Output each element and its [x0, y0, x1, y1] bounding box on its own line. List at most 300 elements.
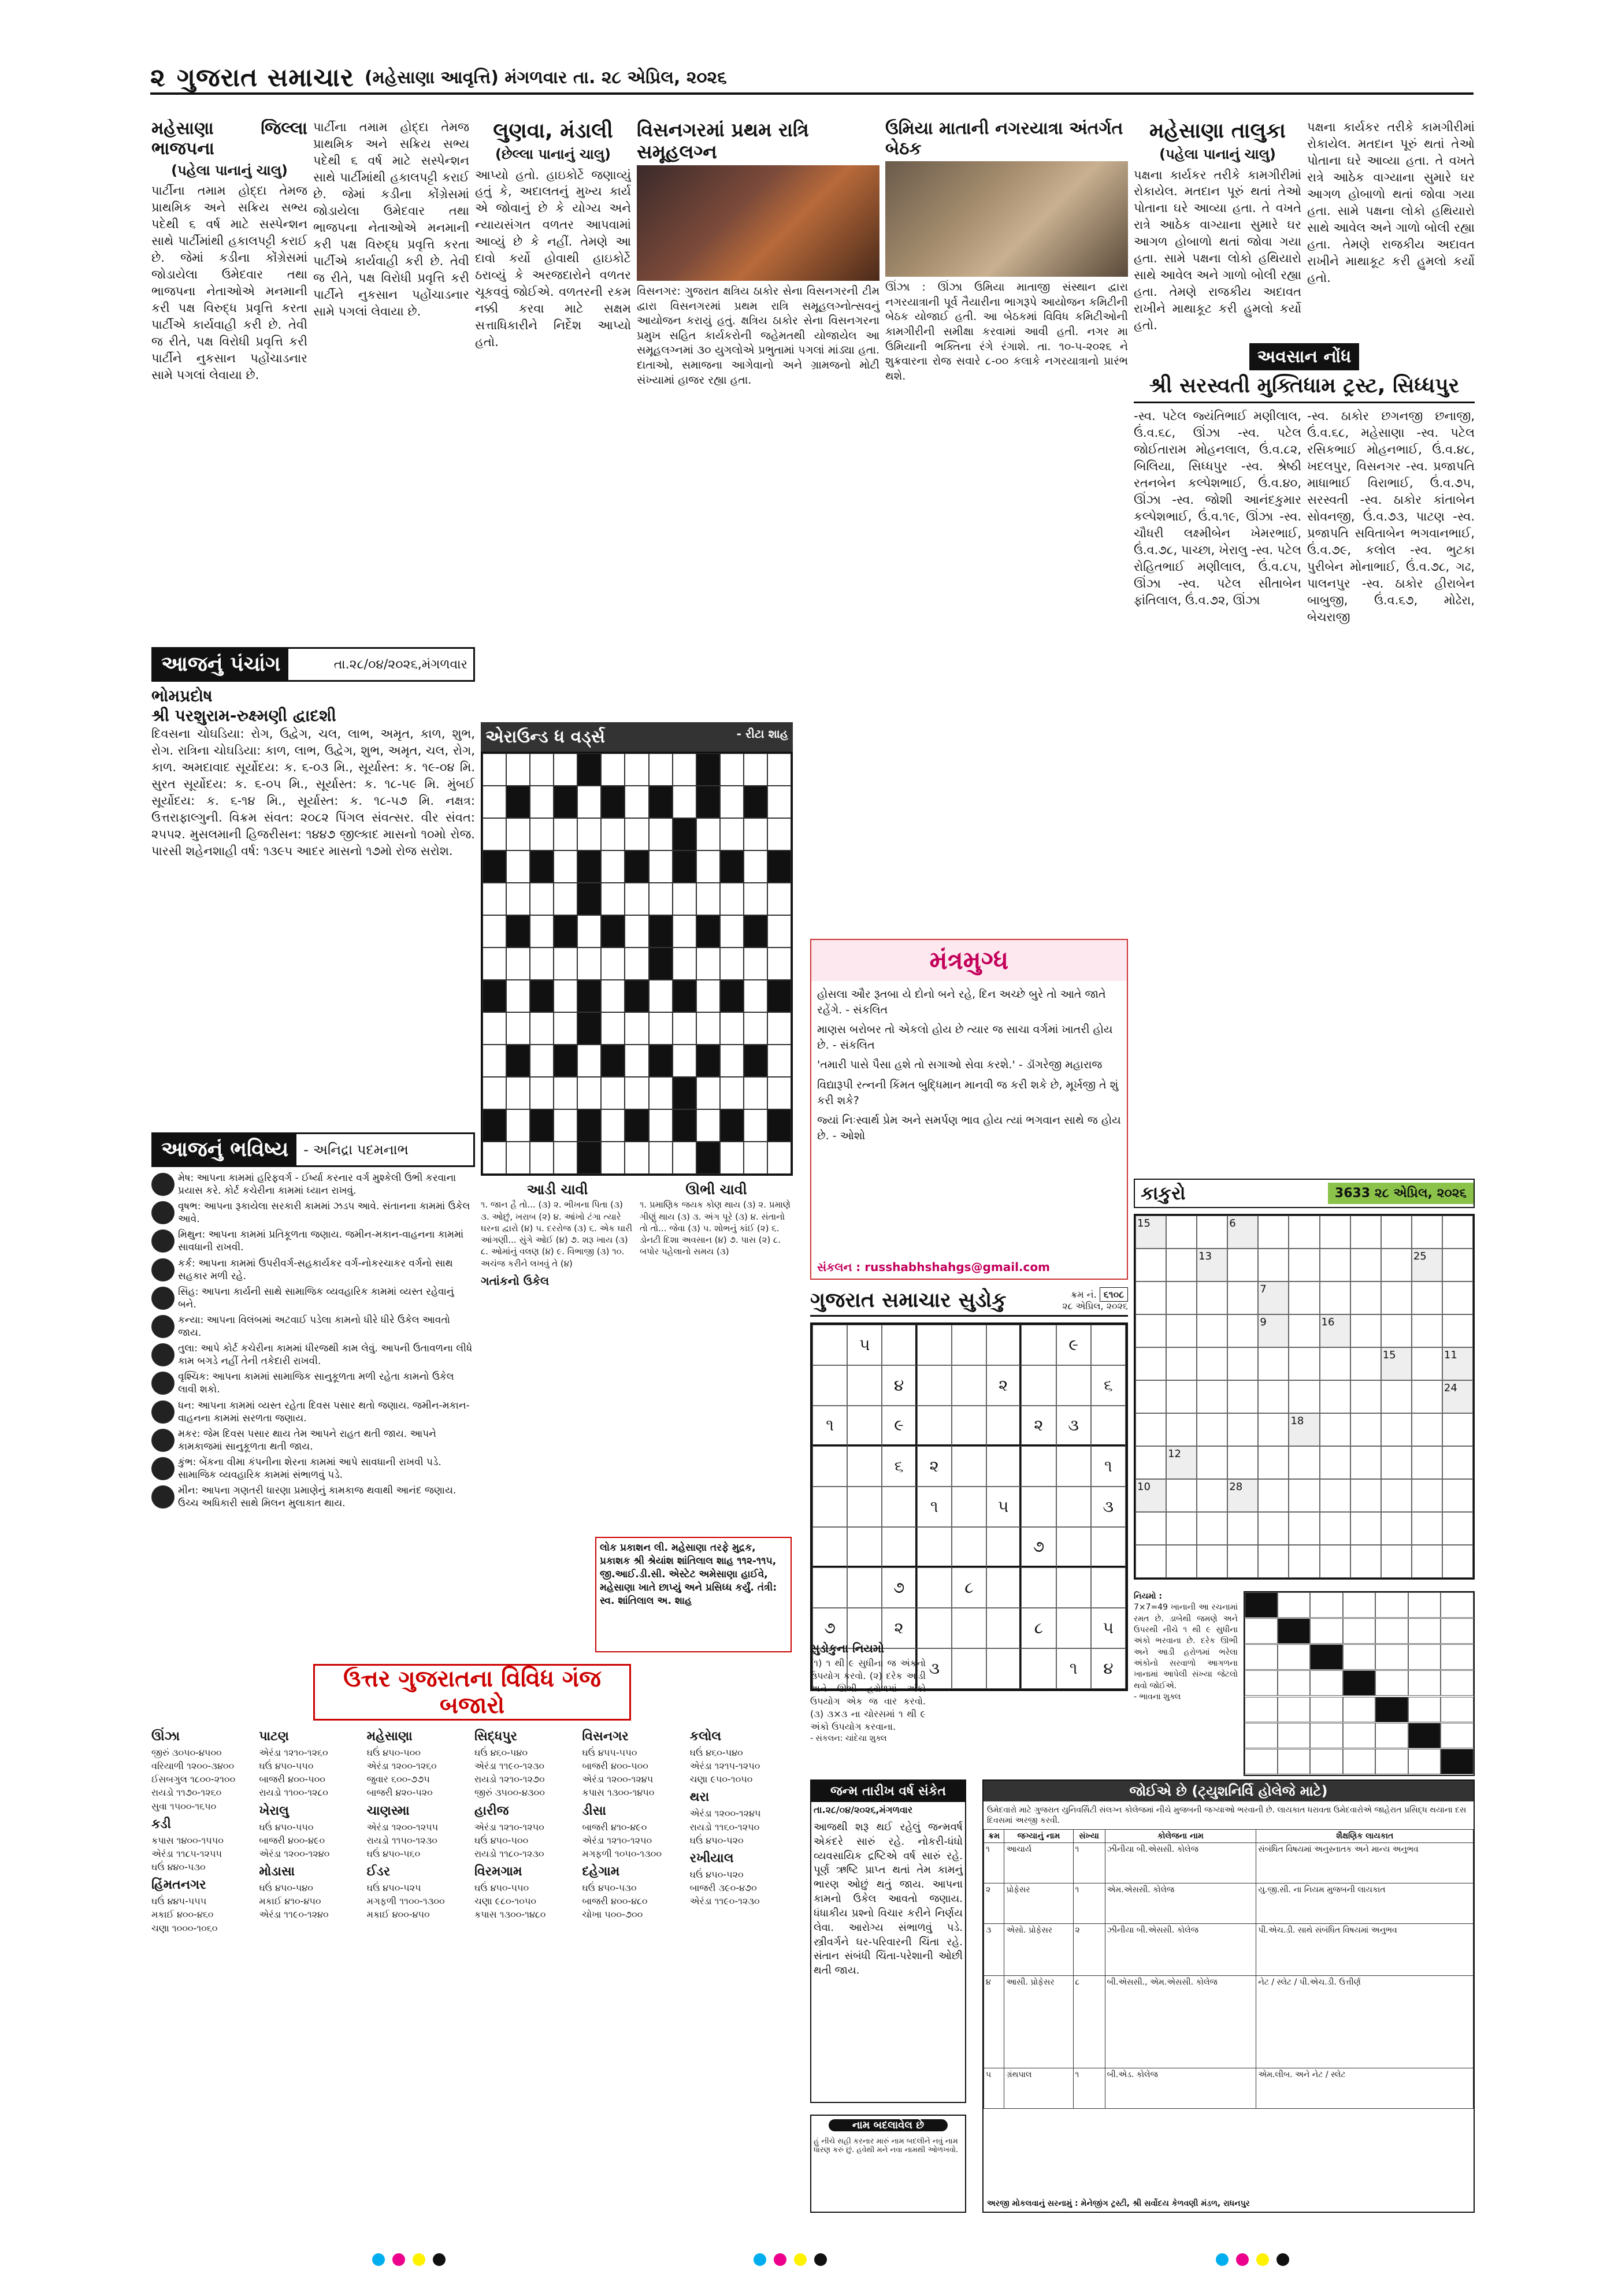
kakuro-cell[interactable] — [1350, 1512, 1381, 1545]
kakuro-cell[interactable] — [1166, 1380, 1197, 1413]
crossword-title: એરાઉન્ડ ધ વર્ડ્સ — [485, 727, 606, 747]
kakuro-cell[interactable] — [1320, 1281, 1350, 1314]
crossword-cell[interactable] — [673, 915, 696, 948]
sudoku-cell[interactable] — [1091, 1325, 1126, 1365]
crossword-cell[interactable] — [554, 948, 577, 980]
crossword-cell[interactable] — [767, 1142, 791, 1174]
crossword-cell[interactable] — [767, 1045, 791, 1077]
crossword-cell[interactable] — [744, 1142, 767, 1174]
crossword-cell[interactable] — [554, 883, 577, 915]
kakuro-cell[interactable] — [1166, 1545, 1197, 1578]
kakuro-cell[interactable] — [1197, 1413, 1227, 1446]
crossword-cell[interactable] — [601, 818, 625, 850]
crossword-cell[interactable] — [767, 818, 791, 850]
kakuro-cell[interactable] — [1381, 1249, 1412, 1281]
kakuro-cell[interactable] — [1442, 1512, 1473, 1545]
crossword-cell[interactable] — [720, 1012, 744, 1045]
crossword-cell[interactable] — [720, 948, 744, 980]
kakuro-cell[interactable] — [1258, 1479, 1289, 1512]
kakuro-cell[interactable] — [1289, 1314, 1319, 1347]
sudoku-cell[interactable] — [952, 1527, 986, 1567]
kakuro-cell[interactable] — [1412, 1512, 1442, 1545]
kakuro-cell[interactable] — [1258, 1512, 1289, 1545]
panchang-title: આજનું પંચાંગ — [153, 649, 288, 680]
kakuro-cell[interactable] — [1166, 1281, 1197, 1314]
sudoku-cell[interactable] — [1091, 1406, 1126, 1446]
crossword-cell[interactable] — [530, 1142, 554, 1174]
crossword-cell[interactable] — [601, 948, 625, 980]
kakuro-cell[interactable] — [1381, 1281, 1412, 1314]
crossword-cell[interactable] — [577, 1045, 601, 1077]
kakuro-cell[interactable] — [1381, 1545, 1412, 1578]
crossword-cell[interactable] — [696, 1077, 720, 1109]
sudoku-cell[interactable] — [847, 1406, 882, 1446]
kakuro-cell[interactable] — [1289, 1249, 1319, 1281]
sudoku-cell: ૨ — [986, 1365, 1021, 1406]
kakuro-cell[interactable] — [1258, 1249, 1289, 1281]
crossword-cell[interactable] — [625, 1045, 648, 1077]
kakuro-cell[interactable] — [1227, 1249, 1258, 1281]
crossword-cell[interactable] — [530, 753, 554, 786]
crossword-cell[interactable] — [720, 818, 744, 850]
crossword-cell[interactable] — [601, 1012, 625, 1045]
crossword-cell[interactable] — [649, 850, 673, 883]
sudoku-cell[interactable] — [952, 1365, 986, 1406]
sudoku-cell[interactable] — [986, 1648, 1021, 1689]
kakuro-cell[interactable] — [1289, 1545, 1319, 1578]
crossword-cell[interactable] — [577, 948, 601, 980]
crossword-cell[interactable] — [744, 883, 767, 915]
crossword-cell[interactable] — [673, 883, 696, 915]
sudoku-cell[interactable] — [812, 1325, 847, 1365]
sudoku-cell[interactable] — [952, 1608, 986, 1648]
kakuro-cell[interactable] — [1166, 1347, 1197, 1380]
kakuro-cell[interactable] — [1442, 1413, 1473, 1446]
sudoku-cell[interactable] — [917, 1406, 952, 1446]
crossword-cell[interactable] — [506, 1012, 530, 1045]
kakuro-cell[interactable] — [1135, 1380, 1166, 1413]
crossword-cell[interactable] — [744, 1109, 767, 1142]
crossword-cell[interactable] — [530, 1012, 554, 1045]
kakuro-cell[interactable] — [1381, 1512, 1412, 1545]
crossword-cell[interactable] — [625, 1077, 648, 1109]
kakuro-cell[interactable] — [1350, 1216, 1381, 1249]
crossword-cell[interactable] — [720, 915, 744, 948]
kakuro-cell[interactable] — [1381, 1216, 1412, 1249]
kakuro-cell: 11 — [1442, 1347, 1473, 1380]
crossword-cell[interactable] — [506, 1109, 530, 1142]
crossword-cell[interactable] — [601, 980, 625, 1012]
crossword-cell[interactable] — [649, 980, 673, 1012]
crossword-cell[interactable] — [696, 850, 720, 883]
sudoku-cell[interactable] — [812, 1365, 847, 1406]
sudoku-cell[interactable] — [1021, 1365, 1056, 1406]
kakuro-cell[interactable] — [1442, 1281, 1473, 1314]
kakuro-cell[interactable] — [1412, 1413, 1442, 1446]
kakuro-cell[interactable] — [1320, 1380, 1350, 1413]
market-price: ચણા ૧૦૦૦-૧૦૬૦ — [151, 1922, 218, 1934]
kakuro-cell[interactable] — [1350, 1413, 1381, 1446]
kakuro-cell[interactable] — [1135, 1249, 1166, 1281]
kakuro-cell[interactable] — [1350, 1347, 1381, 1380]
kakuro-cell[interactable] — [1135, 1512, 1166, 1545]
kakuro-cell[interactable] — [1227, 1545, 1258, 1578]
kakuro-cell[interactable] — [1197, 1347, 1227, 1380]
name-change-title: નામ બદલાવેલ છે — [829, 2119, 948, 2131]
sudoku-cell[interactable] — [812, 1527, 847, 1567]
sudoku-cell[interactable] — [1021, 1325, 1056, 1365]
kakuro-grid[interactable] — [1134, 1214, 1475, 1580]
sudoku-cell[interactable] — [986, 1446, 1021, 1487]
crossword-cell[interactable] — [649, 1012, 673, 1045]
crossword-cell[interactable] — [625, 915, 648, 948]
crossword-cell[interactable] — [696, 1012, 720, 1045]
crossword-cell[interactable] — [625, 786, 648, 818]
kakuro-cell[interactable] — [1227, 1347, 1258, 1380]
crossword-cell[interactable] — [720, 1142, 744, 1174]
kakuro-cell[interactable] — [1289, 1281, 1319, 1314]
cyan-dot — [372, 2253, 385, 2266]
crossword-cell[interactable] — [483, 948, 506, 980]
crossword-cell[interactable] — [506, 883, 530, 915]
sudoku-cell[interactable] — [847, 1365, 882, 1406]
crossword-cell[interactable] — [530, 948, 554, 980]
kakuro-solution-cell — [1408, 1644, 1441, 1670]
kakuro-cell[interactable] — [1381, 1479, 1412, 1512]
crossword-cell[interactable] — [506, 850, 530, 883]
kakuro-cell[interactable] — [1320, 1446, 1350, 1479]
sudoku-cell[interactable] — [1021, 1648, 1056, 1689]
cell: ૧ — [1073, 1883, 1105, 1924]
crossword-cell[interactable] — [767, 883, 791, 915]
sudoku-cell[interactable] — [882, 1527, 916, 1567]
crossword-cell — [767, 1109, 791, 1142]
crossword-cell[interactable] — [577, 786, 601, 818]
kakuro-cell[interactable] — [1350, 1249, 1381, 1281]
crossword-cell[interactable] — [767, 1012, 791, 1045]
sudoku-cell[interactable] — [1091, 1527, 1126, 1567]
crossword-cell[interactable] — [601, 1142, 625, 1174]
crossword-cell[interactable] — [601, 753, 625, 786]
sudoku-cell[interactable] — [986, 1567, 1021, 1608]
kakuro-cell[interactable] — [1227, 1380, 1258, 1413]
sudoku-cell[interactable] — [1056, 1567, 1091, 1608]
crossword-cell[interactable] — [744, 980, 767, 1012]
sudoku-cell[interactable] — [986, 1608, 1021, 1648]
crossword-cell[interactable] — [530, 1077, 554, 1109]
sudoku-cell[interactable] — [1056, 1487, 1091, 1527]
kakuro-cell[interactable] — [1442, 1446, 1473, 1479]
kakuro-cell[interactable] — [1166, 1314, 1197, 1347]
sudoku-cell[interactable] — [1091, 1567, 1126, 1608]
kakuro-cell[interactable] — [1412, 1347, 1442, 1380]
kakuro-cell[interactable] — [1350, 1479, 1381, 1512]
kakuro-cell[interactable] — [1412, 1314, 1442, 1347]
crossword-cell[interactable] — [696, 980, 720, 1012]
kakuro-cell[interactable] — [1197, 1380, 1227, 1413]
crossword-cell[interactable] — [554, 980, 577, 1012]
sudoku-cell[interactable] — [847, 1527, 882, 1567]
kakuro-cell[interactable] — [1381, 1380, 1412, 1413]
crossword-cell[interactable] — [483, 1012, 506, 1045]
kakuro-cell[interactable] — [1350, 1314, 1381, 1347]
kakuro-cell[interactable] — [1381, 1413, 1412, 1446]
crossword-cell[interactable] — [577, 915, 601, 948]
kakuro-cell[interactable] — [1381, 1446, 1412, 1479]
kakuro-cell[interactable] — [1350, 1380, 1381, 1413]
crossword-cell[interactable] — [744, 850, 767, 883]
crossword-cell[interactable] — [554, 753, 577, 786]
sudoku-cell[interactable] — [917, 1365, 952, 1406]
kakuro-cell[interactable] — [1258, 1216, 1289, 1249]
crossword-cell[interactable] — [625, 1012, 648, 1045]
sudoku-cell[interactable] — [1021, 1567, 1056, 1608]
kakuro-cell[interactable] — [1258, 1446, 1289, 1479]
crossword-cell[interactable] — [601, 883, 625, 915]
crossword-cell[interactable] — [767, 948, 791, 980]
crossword-cell[interactable] — [767, 915, 791, 948]
kakuro-cell[interactable] — [1197, 1216, 1227, 1249]
crossword-cell[interactable] — [554, 818, 577, 850]
sudoku-cell[interactable] — [952, 1487, 986, 1527]
crossword-cell[interactable] — [673, 1012, 696, 1045]
kakuro-cell: 16 — [1320, 1314, 1350, 1347]
kakuro-cell[interactable] — [1166, 1249, 1197, 1281]
sudoku-cell[interactable] — [847, 1567, 882, 1608]
crossword-cell[interactable] — [483, 786, 506, 818]
sudoku-cell[interactable] — [1056, 1365, 1091, 1406]
sudoku-cell[interactable] — [986, 1527, 1021, 1567]
crossword-cell[interactable] — [554, 1012, 577, 1045]
kakuro-cell[interactable] — [1166, 1479, 1197, 1512]
crossword-cell[interactable] — [506, 818, 530, 850]
crossword-cell[interactable] — [673, 786, 696, 818]
kakuro-cell[interactable] — [1197, 1446, 1227, 1479]
crossword-cell[interactable] — [720, 883, 744, 915]
kakuro-cell[interactable] — [1289, 1347, 1319, 1380]
crossword-cell[interactable] — [601, 1077, 625, 1109]
crossword-cell[interactable] — [649, 1077, 673, 1109]
sudoku-cell[interactable] — [847, 1487, 882, 1527]
crossword-cell[interactable] — [673, 948, 696, 980]
kakuro-cell[interactable] — [1442, 1249, 1473, 1281]
crossword-cell[interactable] — [744, 818, 767, 850]
sudoku-cell: ૮ — [952, 1567, 986, 1608]
crossword-cell[interactable] — [577, 1077, 601, 1109]
sudoku-cell[interactable] — [986, 1406, 1021, 1446]
sudoku-cell[interactable] — [1056, 1527, 1091, 1567]
kakuro-cell[interactable] — [1227, 1281, 1258, 1314]
kakuro-cell[interactable] — [1258, 1380, 1289, 1413]
crossword-cell[interactable] — [506, 753, 530, 786]
crossword-cell[interactable] — [625, 818, 648, 850]
crossword-cell[interactable] — [649, 818, 673, 850]
crossword-cell[interactable] — [483, 753, 506, 786]
kakuro-cell[interactable] — [1289, 1216, 1319, 1249]
crossword-cell[interactable] — [554, 1077, 577, 1109]
kakuro-cell[interactable] — [1442, 1216, 1473, 1249]
kakuro-cell[interactable] — [1135, 1347, 1166, 1380]
crossword-cell[interactable] — [483, 915, 506, 948]
kakuro-cell[interactable] — [1442, 1479, 1473, 1512]
kakuro-cell[interactable] — [1442, 1314, 1473, 1347]
crossword-cell[interactable] — [744, 1077, 767, 1109]
sudoku-cell[interactable] — [952, 1325, 986, 1365]
sudoku-cell[interactable] — [917, 1567, 952, 1608]
kakuro-cell[interactable] — [1258, 1413, 1289, 1446]
kakuro-cell[interactable] — [1227, 1314, 1258, 1347]
kakuro-solution-cell — [1278, 1618, 1311, 1644]
kakuro-cell[interactable] — [1320, 1216, 1350, 1249]
crossword-cell[interactable] — [744, 753, 767, 786]
kakuro-cell[interactable] — [1412, 1545, 1442, 1578]
kakuro-cell[interactable] — [1197, 1281, 1227, 1314]
kakuro-cell[interactable] — [1227, 1413, 1258, 1446]
crossword-cell[interactable] — [625, 1142, 648, 1174]
kakuro-cell: 15 — [1135, 1216, 1166, 1249]
kakuro-cell[interactable] — [1350, 1545, 1381, 1578]
crossword-cell[interactable] — [696, 818, 720, 850]
kakuro-cell[interactable] — [1135, 1413, 1166, 1446]
crossword-cell[interactable] — [483, 1142, 506, 1174]
crossword-cell[interactable] — [554, 1142, 577, 1174]
crossword-cell[interactable] — [744, 948, 767, 980]
crossword-cell[interactable] — [696, 948, 720, 980]
crossword-cell[interactable] — [530, 786, 554, 818]
crossword-cell[interactable] — [673, 753, 696, 786]
sudoku-cell[interactable] — [952, 1446, 986, 1487]
sudoku-cell[interactable] — [917, 1527, 952, 1567]
sudoku-cell[interactable] — [812, 1487, 847, 1527]
kakuro-cell[interactable] — [1320, 1512, 1350, 1545]
kakuro-cell[interactable] — [1320, 1249, 1350, 1281]
kakuro-cell[interactable] — [1166, 1216, 1197, 1249]
crossword-cell[interactable] — [483, 883, 506, 915]
crossword-cell[interactable] — [601, 850, 625, 883]
sudoku-cell[interactable] — [882, 1325, 916, 1365]
kakuro-cell[interactable] — [1320, 1479, 1350, 1512]
crossword-cell[interactable] — [767, 786, 791, 818]
sudoku-cell[interactable] — [952, 1648, 986, 1689]
sudoku-cell[interactable] — [1021, 1446, 1056, 1487]
crossword-cell[interactable] — [577, 818, 601, 850]
sign-text: મેષ: આપના કામમાં હરિફવર્ગ - ઈર્ષ્યા કરનાર વર્ગ મુશ્કેલી ઉભી કરવાના પ્રયાસ કરે. કોર્ટ કચેરીના કામમાં ધ્યાન રાખવું. — [178, 1172, 457, 1197]
crossword-cell[interactable] — [720, 786, 744, 818]
kakuro-cell[interactable] — [1412, 1281, 1442, 1314]
crossword-cell[interactable] — [696, 1109, 720, 1142]
crossword-cell[interactable] — [720, 1045, 744, 1077]
sudoku-cell[interactable] — [917, 1325, 952, 1365]
kakuro-cell[interactable] — [1320, 1545, 1350, 1578]
crossword-cell[interactable] — [767, 1077, 791, 1109]
sudoku-cell[interactable] — [812, 1446, 847, 1487]
kakuro-cell[interactable] — [1227, 1512, 1258, 1545]
crossword-cell — [720, 980, 744, 1012]
kakuro-cell[interactable] — [1320, 1413, 1350, 1446]
sudoku-cell[interactable] — [1056, 1446, 1091, 1487]
crossword-cell[interactable] — [767, 753, 791, 786]
kakuro-cell[interactable] — [1135, 1446, 1166, 1479]
kakuro-cell[interactable] — [1289, 1479, 1319, 1512]
kakuro-solution-cell — [1278, 1749, 1311, 1774]
sudoku-cell[interactable] — [952, 1406, 986, 1446]
kakuro-cell[interactable] — [1135, 1545, 1166, 1578]
sudoku-cell[interactable] — [986, 1325, 1021, 1365]
crossword-cell[interactable] — [601, 1109, 625, 1142]
kakuro-cell[interactable] — [1227, 1446, 1258, 1479]
sudoku-cell[interactable] — [1056, 1608, 1091, 1648]
kakuro-cell[interactable] — [1258, 1347, 1289, 1380]
sudoku-cell[interactable] — [1021, 1487, 1056, 1527]
crossword-cell[interactable] — [673, 1142, 696, 1174]
kakuro-cell[interactable] — [1350, 1281, 1381, 1314]
kakuro-cell[interactable] — [1135, 1281, 1166, 1314]
kakuro-cell[interactable] — [1197, 1314, 1227, 1347]
crossword-cell[interactable] — [649, 753, 673, 786]
crossword-cell[interactable] — [625, 753, 648, 786]
crossword-cell[interactable] — [649, 1109, 673, 1142]
crossword-cell[interactable] — [649, 883, 673, 915]
market-price: ઘઉં ૪૫૦-૫૫૦ — [259, 1760, 314, 1772]
kakuro-cell[interactable] — [1412, 1216, 1442, 1249]
crossword-cell[interactable] — [720, 753, 744, 786]
crossword-cell[interactable] — [506, 980, 530, 1012]
crossword-cell[interactable] — [530, 915, 554, 948]
kakuro-cell[interactable] — [1381, 1314, 1412, 1347]
crossword-cell[interactable] — [720, 1077, 744, 1109]
kakuro-cell[interactable] — [1442, 1545, 1473, 1578]
kakuro-cell[interactable] — [1289, 1446, 1319, 1479]
crossword-cell[interactable] — [483, 1077, 506, 1109]
crossword-cell[interactable] — [506, 948, 530, 980]
crossword-cell[interactable] — [530, 818, 554, 850]
crossword-cell[interactable] — [483, 818, 506, 850]
kakuro-cell[interactable] — [1412, 1380, 1442, 1413]
crossword-cell[interactable] — [673, 1045, 696, 1077]
kakuro-cell[interactable] — [1197, 1512, 1227, 1545]
crossword-cell[interactable] — [530, 1045, 554, 1077]
kakuro-cell[interactable] — [1289, 1380, 1319, 1413]
kakuro-cell[interactable] — [1135, 1314, 1166, 1347]
crossword-grid[interactable] — [481, 752, 793, 1176]
sudoku-cell[interactable] — [882, 1487, 916, 1527]
crossword-cell[interactable] — [744, 1012, 767, 1045]
crossword-cell[interactable] — [554, 1109, 577, 1142]
kakuro-cell[interactable] — [1412, 1479, 1442, 1512]
crossword-cell[interactable] — [506, 1077, 530, 1109]
sudoku-grid[interactable] — [810, 1322, 1128, 1691]
crossword-cell[interactable] — [530, 883, 554, 915]
sudoku-cell[interactable] — [847, 1446, 882, 1487]
sudoku-cell[interactable] — [812, 1567, 847, 1608]
crossword-cell[interactable] — [625, 948, 648, 980]
crossword-cell[interactable] — [554, 850, 577, 883]
kakuro-cell[interactable] — [1289, 1512, 1319, 1545]
kakuro-cell[interactable] — [1197, 1545, 1227, 1578]
kakuro-cell[interactable] — [1350, 1446, 1381, 1479]
kakuro-cell[interactable] — [1258, 1545, 1289, 1578]
crossword-cell[interactable] — [625, 883, 648, 915]
crossword-cell[interactable] — [696, 883, 720, 915]
kakuro-cell[interactable] — [1412, 1446, 1442, 1479]
crossword-cell[interactable] — [483, 1045, 506, 1077]
kakuro-cell[interactable] — [1320, 1347, 1350, 1380]
kakuro-cell[interactable] — [1166, 1512, 1197, 1545]
crossword-cell[interactable] — [506, 1142, 530, 1174]
kakuro-cell[interactable] — [1166, 1413, 1197, 1446]
kakuro-cell[interactable] — [1197, 1479, 1227, 1512]
crossword-cell[interactable] — [649, 1142, 673, 1174]
